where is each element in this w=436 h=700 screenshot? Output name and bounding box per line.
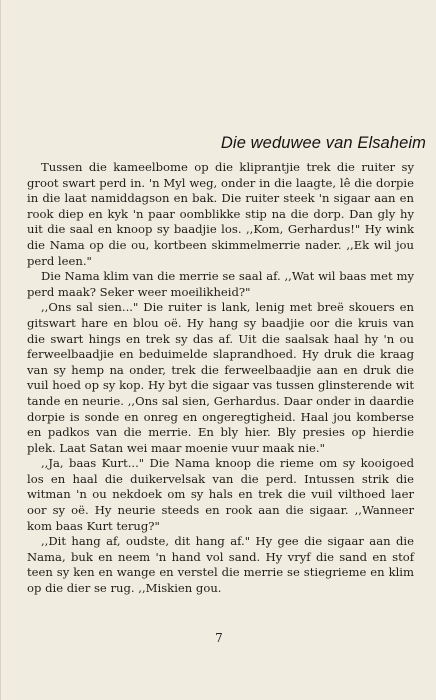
- chapter-title: Die weduwee van Elsaheim: [220, 134, 426, 152]
- paragraph: ,,Ja, baas Kurt..." Die Nama knoop die rieme om sy kooigoed los en haal die duikervelsak van die perd. Intussen strik die witman 'n ou nekdoek om sy hals en trek die vuil vilthoed laer oor sy oë. Hy neurie steeds en rook aan die sigaar. ,,Wanneer kom baas Kurt terug?": [27, 456, 414, 533]
- paragraph: Tussen die kameelbome op die kliprantjie trek die ruiter sy groot swart perd in. 'n Myl weg, onder in die laagte, lê die dorpie in die laat namiddagson en bak. Die ruiter steek 'n sigaar aan en rook diep en kyk 'n paar oomblikke stip na die dorp. Dan gly hy uit die saal en knoop sy baadjie los. ,,Kom, Gerhardus!" Hy wink die Nama op die ou, kortbeen skimmelmerrie nader. ,,Ek wil jou perd leen.": [27, 160, 414, 268]
- body-text: [27, 160, 414, 597]
- page-number: 7: [215, 631, 223, 645]
- paragraph: ,,Dit hang af, oudste, dit hang af." Hy gee die sigaar aan die Nama, buk en neem 'n hand vol sand. Hy vryf die sand en stof teen sy ken en wange en verstel die merrie se stiegrieme en klim op die dier se rug. ,,Miskien gou.: [27, 534, 414, 596]
- paragraph: ,,Ons sal sien..." Die ruiter is lank, lenig met breë skouers en gitswart hare en blou oë. Hy hang sy baadjie oor die kruis van die swart hings en trek sy das af. Uit die saalsak haal hy 'n ou ferweelbaadjie en beduimelde slaprandhoed. Hy druk die kraag van sy hemp na onder, trek die ferweelbaadjie aan en druk die vuil hoed op sy kop. Hy byt die sigaar vas tussen glinsterende wit tande en neurie. ,,Ons sal sien, Gerhardus. Daar onder in daardie dorpie is sonde en onreg en ongeregtigheid. Haal jou komberse en padkos van die merrie. En bly hier. Bly presies op hierdie plek. Laat Satan wei maar moenie vuur maak nie.": [27, 300, 414, 455]
- paragraph: Die Nama klim van die merrie se saal af. ,,Wat wil baas met my perd maak? Seker weer moeilikheid?": [27, 269, 414, 299]
